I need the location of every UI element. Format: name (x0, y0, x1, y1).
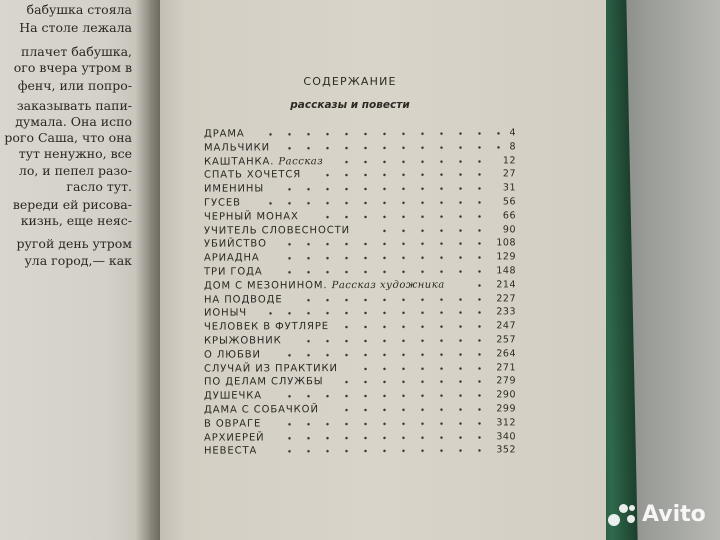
entry-title-text: УЧИТЕЛЬ СЛОВЕСНОСТИ (203, 224, 351, 237)
entry-page-number: 247 (496, 320, 517, 332)
entry-title-text: АРИАДНА (203, 252, 260, 264)
contents-entry (204, 416, 516, 431)
entry-title (204, 278, 445, 293)
contents-entry (204, 126, 516, 141)
entry-title (204, 252, 260, 266)
entry-page-number: 90 (502, 223, 517, 235)
leader-dots (337, 322, 488, 333)
entry-title (204, 224, 350, 239)
left-page-line: фенч, или попро- (17, 78, 132, 93)
contents-entry (204, 402, 516, 417)
left-page-line: рого Саша, что она (4, 130, 132, 145)
entry-page-number: 27 (502, 168, 517, 180)
watermark-text: Avito (642, 501, 706, 527)
contents-entry (204, 264, 516, 279)
entry-page-number: 279 (496, 375, 517, 387)
leader-dots (280, 418, 488, 429)
entry-title (204, 128, 245, 142)
entry-page-number: 214 (496, 279, 517, 291)
left-page-line: ула город,— как (24, 253, 132, 268)
leader-dots (299, 335, 488, 346)
entry-title-text: КРЫЖОВНИК (203, 335, 282, 347)
left-page-text (0, 0, 150, 290)
entry-title-text: АРХИЕРЕЙ (203, 432, 265, 444)
avito-dots-icon (608, 502, 636, 526)
leader-dots (280, 349, 488, 360)
leader-dots (261, 128, 501, 139)
leader-dots (337, 377, 488, 388)
left-page-line: бабушка стояла (26, 2, 132, 17)
left-page (0, 0, 150, 540)
entry-title (204, 445, 257, 459)
left-page-line: плачет бабушка, (21, 44, 132, 59)
entry-subtitle: Рассказ (278, 155, 324, 167)
entry-page-number: 271 (496, 361, 517, 373)
entry-page-number: 264 (496, 348, 517, 360)
contents-entry (204, 140, 516, 155)
left-page-line: ло, и пепел разо- (18, 163, 132, 178)
entry-title (204, 431, 265, 445)
leader-dots (280, 391, 488, 402)
contents-entry (204, 347, 516, 362)
entry-title (204, 238, 267, 252)
entry-page-number: 56 (502, 196, 517, 208)
leader-dots (280, 253, 488, 264)
contents-entry (204, 195, 516, 210)
entry-title (204, 307, 247, 321)
left-page-line: заказывать папи- (16, 98, 132, 113)
entry-title (204, 348, 261, 362)
left-page-line: гасло тут. (66, 179, 132, 194)
entry-title (204, 362, 338, 377)
left-page-line: На столе лежала (19, 20, 132, 35)
left-page-line: тут ненужно, все (18, 146, 132, 161)
leader-dots (280, 184, 495, 195)
entry-page-number: 312 (496, 417, 517, 429)
entry-title (204, 141, 270, 155)
avito-watermark (608, 500, 706, 528)
entry-title-text: КАШТАНКА. (203, 155, 275, 168)
left-page-line: кизнь, еще неяс- (20, 213, 132, 228)
entry-title-text: ДУШЕЧКА (203, 390, 263, 402)
leader-dots (280, 142, 501, 153)
entry-page-number: 227 (496, 292, 517, 304)
entry-page-number: 108 (496, 237, 517, 249)
entry-title (204, 376, 323, 391)
entry-title-text: ГУСЕВ (203, 197, 241, 209)
entry-page-number: 148 (496, 265, 517, 277)
entry-page-number: 8 (509, 141, 517, 153)
entry-title-text: ДОМ С МЕЗОНИНОМ. (203, 279, 328, 292)
entry-title (204, 155, 323, 170)
entry-title-text: СПАТЬ ХОЧЕТСЯ (203, 169, 302, 182)
leader-dots (261, 197, 495, 208)
entry-title (204, 197, 241, 211)
book-gutter (135, 0, 160, 540)
leader-dots (470, 280, 488, 290)
leader-dots (280, 239, 488, 250)
entry-title-text: ПО ДЕЛАМ СЛУЖБЫ (203, 376, 324, 389)
entry-title (204, 265, 263, 279)
entry-title-text: ИОНЫЧ (203, 307, 248, 320)
leader-dots (280, 432, 488, 443)
left-page-line: ругой день утром (16, 236, 132, 251)
leader-dots (375, 225, 495, 236)
entry-title-text: В ОВРАГЕ (203, 418, 262, 430)
entry-title-text: МАЛЬЧИКИ (203, 142, 270, 154)
entry-title (204, 293, 283, 307)
entry-page-number: 340 (496, 430, 517, 442)
entry-page-number: 233 (496, 306, 517, 318)
contents-entry (204, 278, 516, 293)
leader-dots (261, 308, 488, 319)
entry-title-text: ЧЕЛОВЕК В ФУТЛЯРЕ (203, 321, 330, 333)
entry-title (204, 390, 262, 404)
entry-page-number: 290 (496, 389, 517, 401)
entry-title (204, 334, 282, 348)
entry-subtitle: Рассказ художника (331, 279, 445, 291)
entry-page-number: 12 (502, 154, 517, 166)
contents-heading: СОДЕРЖАНИЕ (303, 75, 397, 88)
entry-title (204, 169, 301, 183)
entry-page-number: 299 (496, 403, 517, 415)
leader-dots (318, 170, 495, 181)
entry-page-number: 129 (496, 251, 517, 263)
entry-page-number: 352 (496, 444, 517, 456)
left-page-line: ого вчера утром в (13, 60, 132, 75)
entry-title (204, 210, 299, 224)
contents-entry (204, 209, 516, 224)
entry-title-text: ЧЕРНЫЙ МОНАХ (203, 211, 299, 223)
entry-title (204, 320, 329, 335)
entry-title-text: ТРИ ГОДА (203, 266, 263, 278)
leader-dots (318, 211, 495, 222)
contents-subheading: рассказы и повести (290, 99, 410, 111)
leader-dots (337, 404, 488, 415)
contents-entry (204, 333, 516, 348)
entry-page-number: 4 (509, 127, 517, 139)
left-page-line: вереди ей рисова- (12, 197, 132, 212)
entry-page-number: 257 (496, 334, 517, 346)
entry-title (204, 417, 261, 431)
leader-dots (299, 294, 488, 305)
leader-dots (356, 363, 488, 374)
leader-dots (280, 446, 488, 457)
entry-title-text: ИМЕНИНЫ (203, 183, 265, 195)
contents-entry (204, 444, 516, 459)
entry-page-number: 66 (502, 210, 517, 222)
entry-title-text: О ЛЮБВИ (203, 349, 261, 361)
entry-title-text: ДРАМА (203, 128, 245, 140)
entry-title-text: НЕВЕСТА (203, 445, 258, 458)
entry-title (204, 403, 319, 418)
left-page-line: думала. Она испо (15, 114, 132, 129)
entry-title-text: СЛУЧАЙ ИЗ ПРАКТИКИ (203, 362, 338, 375)
entry-title-text: УБИЙСТВО (203, 238, 267, 251)
leader-dots (280, 266, 488, 277)
entry-title-text: НА ПОДВОДЕ (203, 293, 283, 306)
entry-title-text: ДАМА С СОБАЧКОЙ (203, 404, 319, 416)
leader-dots (337, 156, 495, 167)
entry-page-number: 31 (502, 182, 517, 194)
entry-title (204, 183, 264, 197)
